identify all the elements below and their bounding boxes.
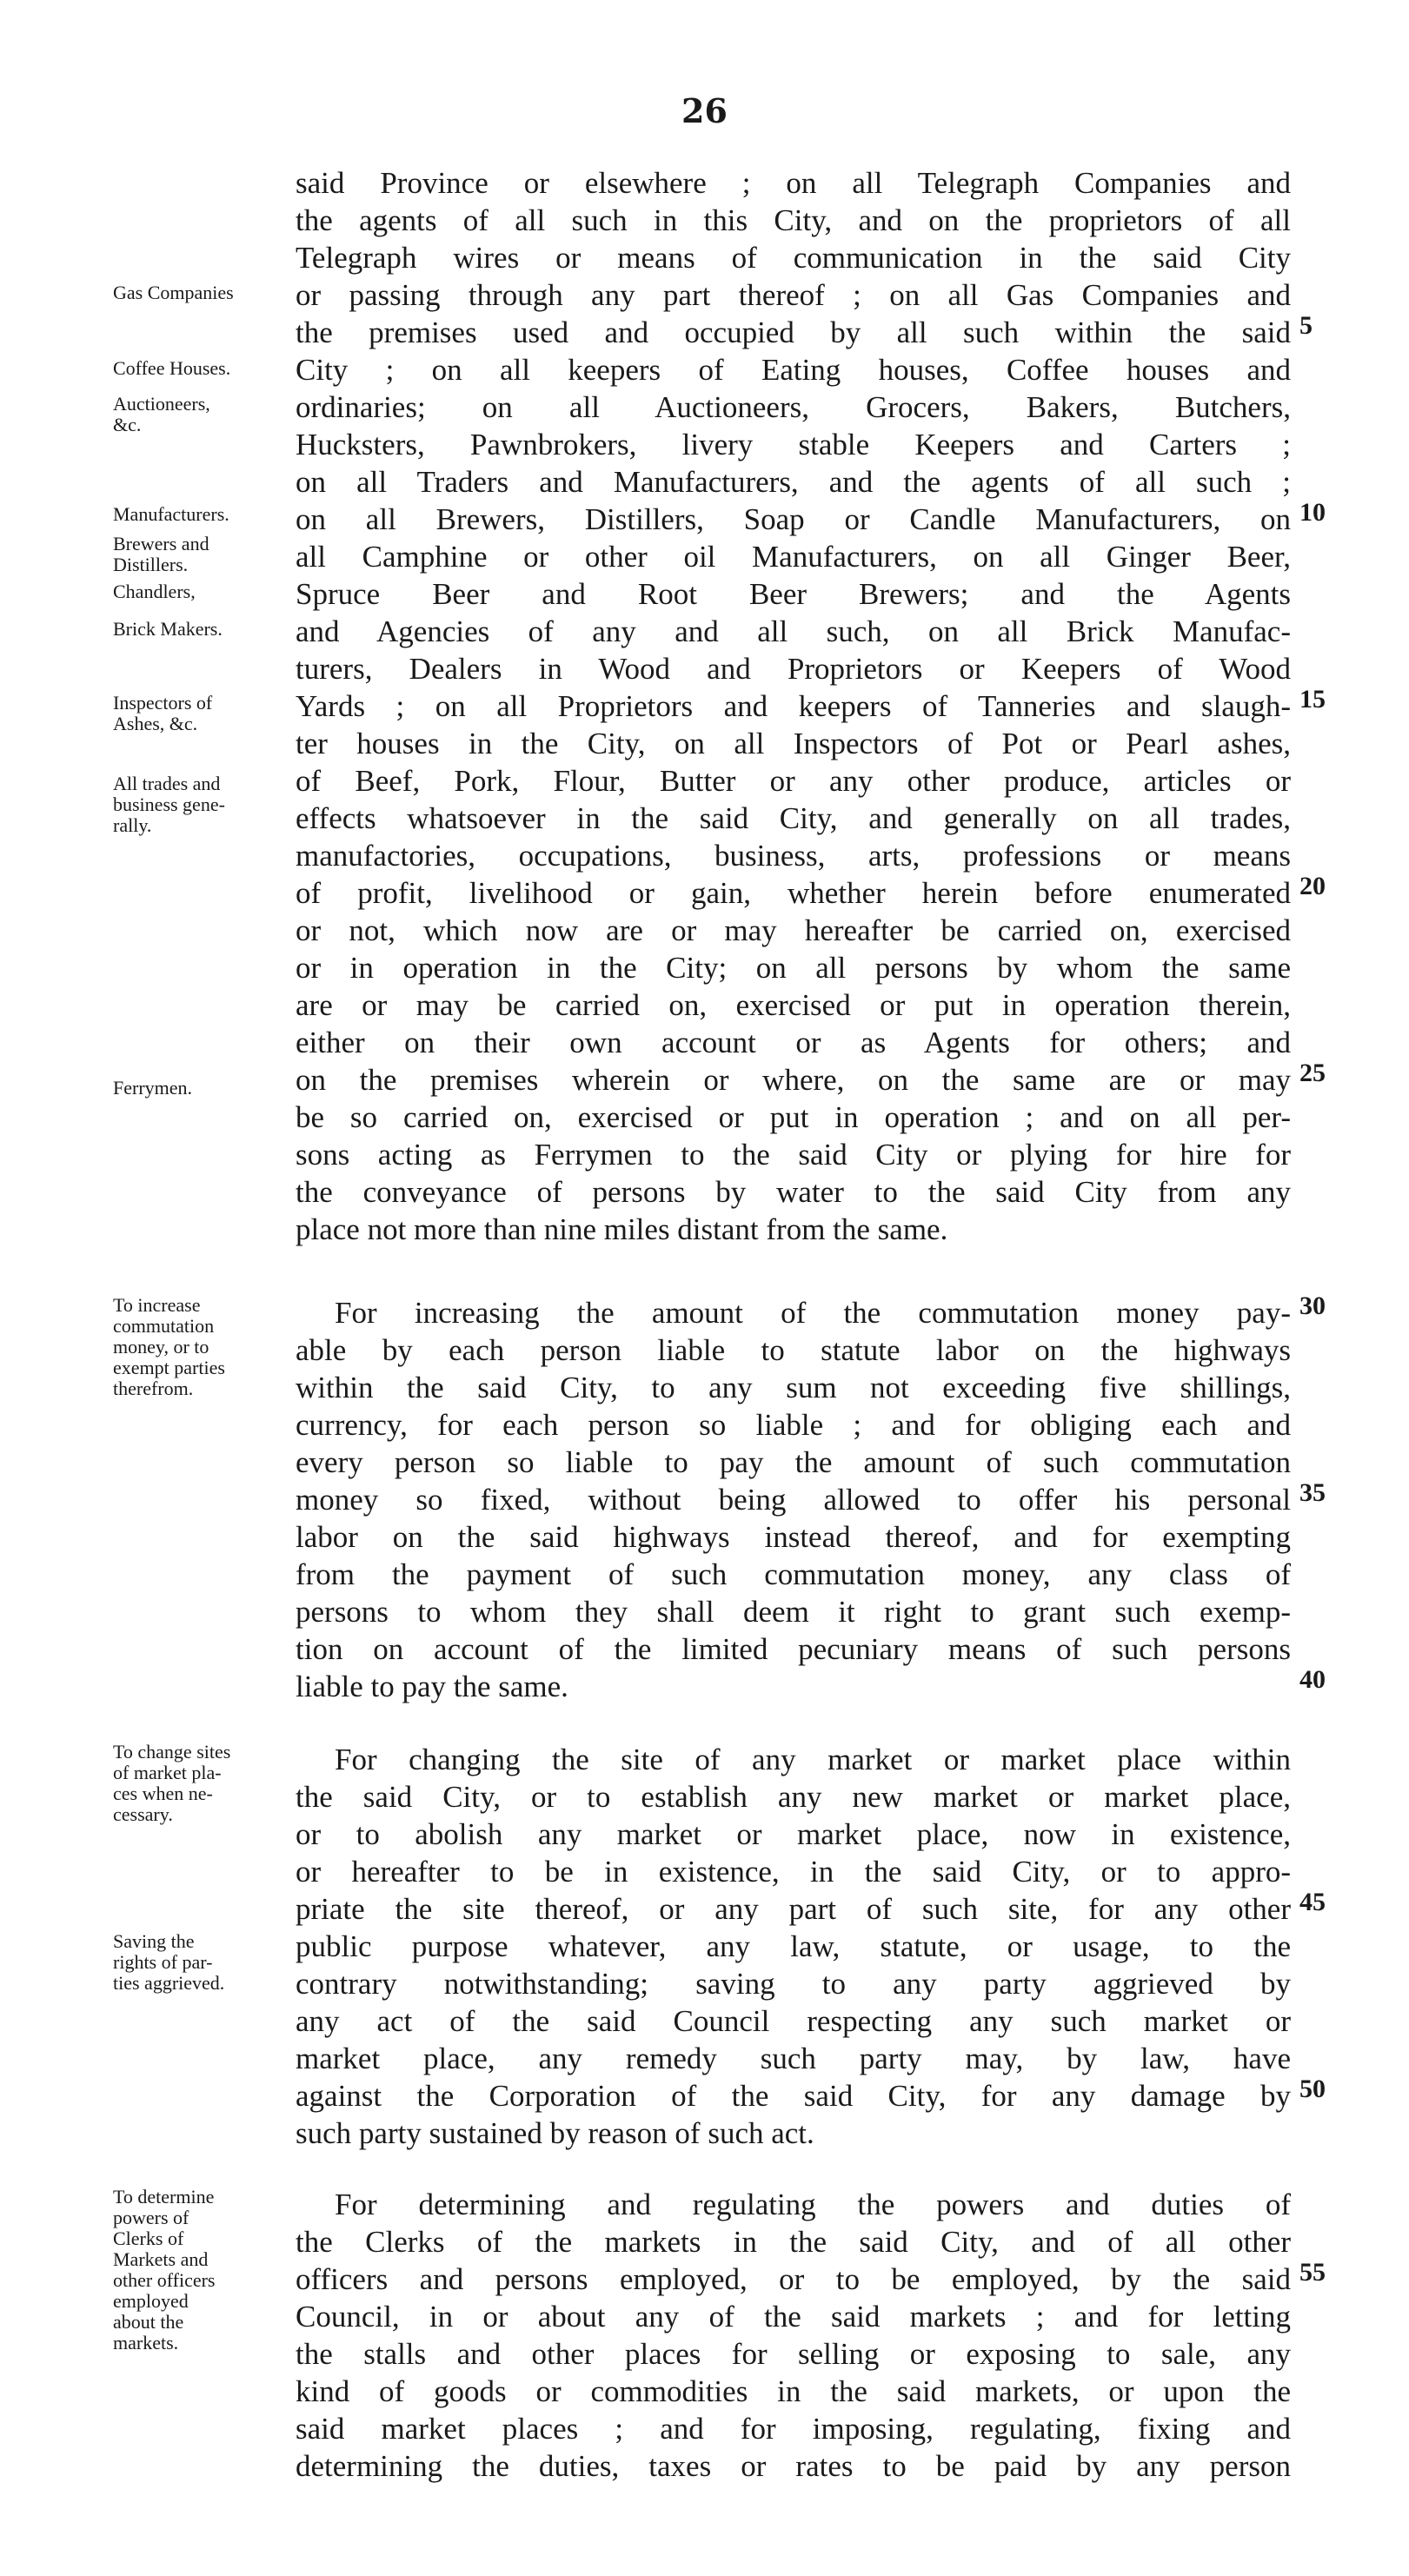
text-line: able by each person liable to statute labor on the highways [296, 1333, 1291, 1367]
text-line: any act of the said Council respecting any such market or [296, 2004, 1291, 2038]
text-line: Council, in or about any of the said markets ; and for letting [296, 2300, 1291, 2334]
text-line: on all Traders and Manufacturers, and the agents of all such ; [296, 465, 1291, 499]
text-line: or not, which now are or may hereafter be carried on, exercised [296, 913, 1291, 947]
margin-note: To increase commutation money, or to exempt parties therefrom. [113, 1294, 225, 1399]
text-line: place not more than nine miles distant from the same. [296, 1212, 948, 1246]
margin-note: Manufacturers. [113, 503, 229, 525]
margin-note: Brewers and Distillers. [113, 533, 209, 575]
text-line: against the Corporation of the said City, for any damage by [296, 2079, 1291, 2113]
text-line: said Province or elsewhere ; on all Telegraph Companies and [296, 166, 1291, 200]
text-line: public purpose whatever, any law, statute, or usage, to the [296, 1929, 1291, 1963]
line-number: 35 [1299, 1478, 1326, 1507]
text-line: sons acting as Ferrymen to the said City or plying for hire for [296, 1138, 1291, 1172]
text-line: labor on the said highways instead thereof, and for exempting [296, 1520, 1291, 1554]
margin-note: Coffee Houses. [113, 357, 231, 379]
text-line: ter houses in the City, on all Inspectors of Pot or Pearl ashes, [296, 727, 1291, 760]
text-line: manufactories, occupations, business, arts, professions or means [296, 839, 1291, 873]
line-number: 40 [1299, 1665, 1326, 1694]
text-line: the said City, or to establish any new market or market place, [296, 1780, 1291, 1814]
text-line: the Clerks of the markets in the said City, and of all other [296, 2225, 1291, 2259]
text-line: market place, any remedy such party may, by law, have [296, 2042, 1291, 2075]
text-line: of profit, livelihood or gain, whether herein before enumerated [296, 876, 1291, 910]
margin-note: All trades and business gene- rally. [113, 773, 225, 836]
text-line: all Camphine or other oil Manufacturers, on all Ginger Beer, [296, 540, 1291, 574]
text-line: For determining and regulating the powers and duties of [335, 2188, 1291, 2221]
text-line: either on their own account or as Agents for others; and [296, 1026, 1291, 1059]
text-line: the premises used and occupied by all such within the said [296, 315, 1291, 349]
line-number: 15 [1299, 685, 1326, 714]
text-line: money so fixed, without being allowed to offer his personal [296, 1483, 1291, 1517]
text-line: or hereafter to be in existence, in the said City, or to appro- [296, 1855, 1291, 1889]
text-line: or to abolish any market or market place, now in existence, [296, 1817, 1291, 1851]
margin-note: Gas Companies [113, 282, 234, 303]
text-line: within the said City, to any sum not exceeding five shillings, [296, 1371, 1291, 1404]
text-line: City ; on all keepers of Eating houses, Coffee houses and [296, 353, 1291, 387]
margin-note: Chandlers, [113, 581, 196, 602]
text-line: persons to whom they shall deem it right to grant such exemp- [296, 1595, 1291, 1629]
margin-note: To change sites of market pla- ces when ne- cessary. [113, 1741, 231, 1825]
text-line: or passing through any part thereof ; on all Gas Companies and [296, 278, 1291, 312]
text-line: Hucksters, Pawnbrokers, livery stable Keepers and Carters ; [296, 428, 1291, 461]
text-line: be so carried on, exercised or put in operation ; and on all per- [296, 1100, 1291, 1134]
margin-note: Inspectors of Ashes, &c. [113, 692, 213, 734]
margin-note: Ferrymen. [113, 1077, 193, 1099]
text-line: every person so liable to pay the amount of such commutation [296, 1445, 1291, 1479]
text-line: turers, Dealers in Wood and Proprietors or Keepers of Wood [296, 652, 1291, 686]
text-line: Yards ; on all Proprietors and keepers of Tanneries and slaugh- [296, 689, 1291, 723]
text-line: are or may be carried on, exercised or put in operation therein, [296, 988, 1291, 1022]
text-line: contrary notwithstanding; saving to any party aggrieved by [296, 1967, 1291, 2001]
text-line: tion on account of the limited pecuniary means of such persons [296, 1632, 1291, 1666]
text-line: For increasing the amount of the commutation money pay- [335, 1296, 1291, 1330]
text-line: and Agencies of any and all such, on all Brick Manufac- [296, 614, 1291, 648]
text-line: said market places ; and for imposing, regulating, fixing and [296, 2412, 1291, 2446]
text-line: on all Brewers, Distillers, Soap or Candle Manufacturers, on [296, 502, 1291, 536]
text-line: the stalls and other places for selling or exposing to sale, any [296, 2337, 1291, 2371]
line-number: 30 [1299, 1291, 1326, 1320]
text-line: determining the duties, taxes or rates to be paid by any person [296, 2449, 1291, 2483]
line-number: 5 [1299, 311, 1313, 340]
text-line: currency, for each person so liable ; and for obliging each and [296, 1408, 1291, 1442]
text-line: or in operation in the City; on all persons by whom the same [296, 951, 1291, 985]
text-line: officers and persons employed, or to be employed, by the said [296, 2262, 1291, 2296]
margin-note: Saving the rights of par- ties aggrieved. [113, 1930, 225, 1994]
margin-note: Brick Makers. [113, 618, 223, 640]
text-line: liable to pay the same. [296, 1670, 568, 1703]
text-line: priate the site thereof, or any part of such site, for any other [296, 1892, 1291, 1926]
text-line: of Beef, Pork, Flour, Butter or any other produce, articles or [296, 764, 1291, 798]
text-line: kind of goods or commodities in the said markets, or upon the [296, 2374, 1291, 2408]
line-number: 20 [1299, 872, 1326, 900]
margin-note: Auctioneers, &c. [113, 393, 210, 435]
text-line: such party sustained by reason of such act. [296, 2116, 814, 2150]
line-number: 55 [1299, 2258, 1326, 2287]
text-line: Telegraph wires or means of communication in the said City [296, 241, 1291, 275]
text-line: on the premises wherein or where, on the same are or may [296, 1063, 1291, 1097]
text-line: the agents of all such in this City, and on the proprietors of all [296, 203, 1291, 237]
line-number: 45 [1299, 1888, 1326, 1916]
text-line: Spruce Beer and Root Beer Brewers; and the Agents [296, 577, 1291, 611]
margin-note: To determine powers of Clerks of Markets and other officers employed about the markets. [113, 2186, 216, 2354]
text-line: from the payment of such commutation money, any class of [296, 1557, 1291, 1591]
text-line: effects whatsoever in the said City, and generally on all trades, [296, 801, 1291, 835]
text-line: the conveyance of persons by water to the said City from any [296, 1175, 1291, 1209]
line-number: 50 [1299, 2075, 1326, 2103]
text-line: For changing the site of any market or market place within [335, 1743, 1291, 1776]
line-number: 10 [1299, 498, 1326, 527]
line-number: 25 [1299, 1059, 1326, 1087]
page-number: 26 [681, 91, 728, 130]
text-line: ordinaries; on all Auctioneers, Grocers, Bakers, Butchers, [296, 390, 1291, 424]
